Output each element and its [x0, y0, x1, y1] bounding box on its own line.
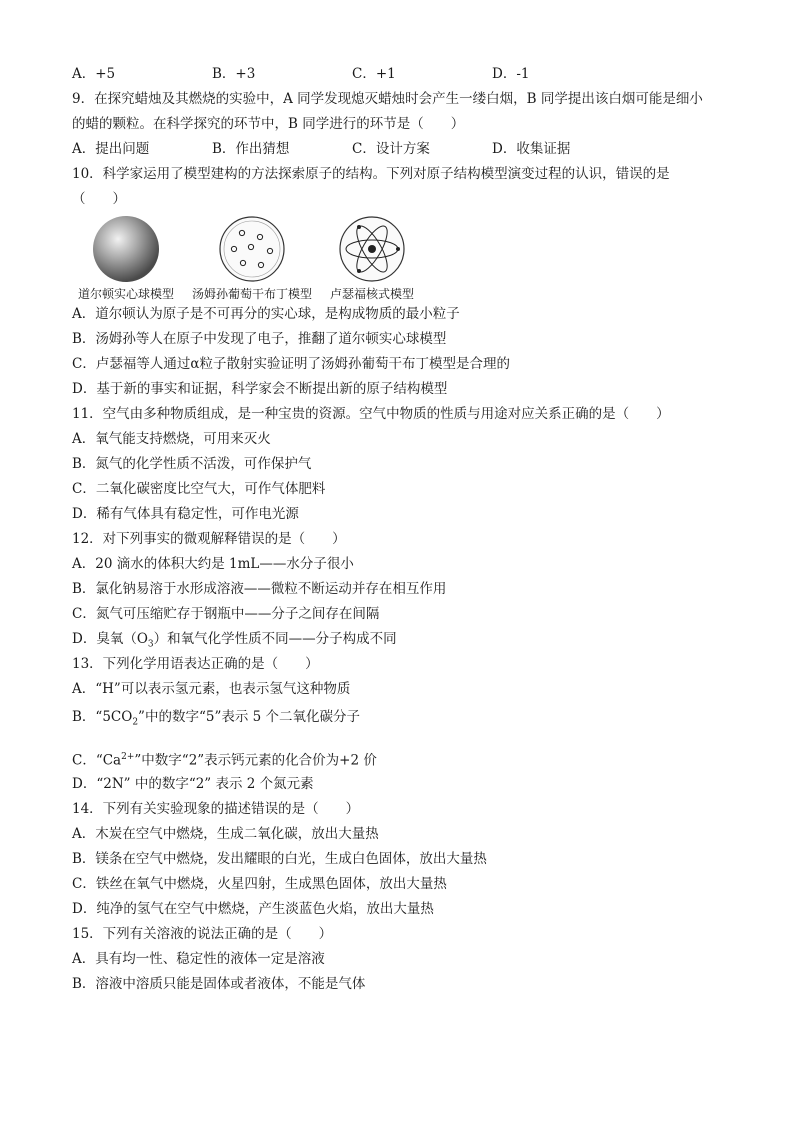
q10-stem-line1: 10．科学家运用了模型建构的方法探索原子的结构。下列对原子结构模型演变过程的认识，错误的是 [72, 166, 670, 182]
dalton-model [78, 213, 174, 302]
q15-stem: 15．下列有关溶液的说法正确的是（ ） [72, 926, 333, 942]
q9-stem-line2: 的蜡的颗粒。在科学探究的环节中，B 同学进行的环节是（ ） [72, 116, 465, 132]
q13-option-c-part2: ”中数字“2”表示钙元素的化合价为+2 价 [134, 752, 377, 769]
q12-stem: 12．对下列事实的微观解释错误的是（ ） [72, 531, 346, 547]
q15-option-b: B．溶液中溶质只能是固体或者液体，不能是气体 [72, 976, 366, 992]
q9-option-d: D．收集证据 [492, 141, 571, 157]
q13-option-c-part1: C．“Ca [72, 752, 122, 769]
q9-options [72, 137, 732, 162]
q10-option-a: A．道尔顿认为原子是不可再分的实心球，是构成物质的最小粒子 [72, 306, 460, 322]
q8-option-b: B．+3 [212, 66, 256, 82]
q13-option-c-superscript: 2+ [121, 752, 135, 762]
q13-option-b-part2: ”中的数字“5”表示 5 个二氧化碳分子 [138, 709, 361, 725]
q13-stem: 13．下列化学用语表达正确的是（ ） [72, 656, 319, 672]
q14-option-c: C．铁丝在氧气中燃烧，火星四射，生成黑色固体，放出大量热 [72, 876, 447, 892]
q13-option-b-part1: B．“5CO [72, 709, 133, 725]
thomson-model [192, 213, 312, 302]
q10-option-b: B．汤姆孙等人在原子中发现了电子，推翻了道尔顿实心球模型 [72, 331, 447, 347]
q14-stem: 14．下列有关实验现象的描述错误的是（ ） [72, 801, 360, 817]
q11-option-a: A．氧气能支持燃烧，可用来灭火 [72, 431, 271, 447]
q9-option-b: B．作出猜想 [212, 141, 290, 157]
q13-option-d: D．“2N” 中的数字“2” 表示 2 个氮元素 [72, 776, 314, 792]
q11-option-c: C．二氧化碳密度比空气大，可作气体肥料 [72, 481, 326, 497]
plum-pudding-illustration [212, 213, 292, 283]
q15-option-a: A．具有均一性、稳定性的液体一定是溶液 [72, 951, 325, 967]
q14-option-a: A．木炭在空气中燃烧，生成二氧化碳，放出大量热 [72, 826, 379, 842]
q13-option-c [72, 742, 732, 772]
q14-option-d: D．纯净的氢气在空气中燃烧，产生淡蓝色火焰，放出大量热 [72, 901, 434, 917]
q12-option-d-part2: ）和氧气化学性质不同——分子构成不同 [153, 631, 397, 647]
q10-stem-line2: （ ） [72, 191, 126, 207]
q14-option-b: B．镁条在空气中燃烧，发出耀眼的白光，生成白色固体，放出大量热 [72, 851, 487, 867]
q8-option-c: C．+1 [352, 66, 396, 82]
q12-option-d [72, 627, 732, 652]
solid-sphere-illustration [86, 213, 166, 283]
q13-option-b-subscript: 2 [132, 717, 139, 728]
q8-options [72, 62, 732, 87]
rutherford-model-caption: 卢瑟福核式模型 [330, 287, 415, 301]
q13-option-a: A．“H”可以表示氢元素，也表示氢气这种物质 [72, 681, 351, 697]
q9-option-a: A．提出问题 [72, 141, 150, 157]
q12-option-d-subscript: 3 [147, 639, 154, 650]
nuclear-model-illustration [332, 213, 412, 283]
q13-option-b [72, 702, 732, 732]
q9-stem-line1: 9．在探究蜡烛及其燃烧的实验中，A 同学发现熄灭蜡烛时会产生一缕白烟，B 同学提出该白烟可能是细小 [72, 91, 703, 107]
q12-option-c: C．氮气可压缩贮存于钢瓶中——分子之间存在间隔 [72, 606, 380, 622]
q10-option-d: D．基于新的事实和证据，科学家会不断提出新的原子结构模型 [72, 381, 448, 397]
q11-stem: 11．空气由多种物质组成，是一种宝贵的资源。空气中物质的性质与用途对应关系正确的是（ ） [72, 406, 670, 422]
rutherford-model [330, 213, 414, 302]
q12-option-b: B．氯化钠易溶于水形成溶液——微粒不断运动并存在相互作用 [72, 581, 447, 597]
q8-option-a: A．+5 [72, 66, 116, 82]
dalton-model-caption: 道尔顿实心球模型 [78, 287, 175, 301]
q11-option-b: B．氮气的化学性质不活泼，可作保护气 [72, 456, 312, 472]
exam-page [72, 62, 732, 997]
q9-option-c: C．设计方案 [352, 141, 430, 157]
q8-option-d: D．-1 [492, 66, 530, 82]
q12-option-d-part1: D．臭氧（O [72, 631, 148, 647]
q10-option-c: C．卢瑟福等人通过α粒子散射实验证明了汤姆孙葡萄干布丁模型是合理的 [72, 356, 510, 372]
q11-option-d: D．稀有气体具有稳定性，可作电光源 [72, 506, 299, 522]
thomson-model-caption: 汤姆孙葡萄干布丁模型 [192, 287, 313, 301]
q12-option-a: A．20 滴水的体积大约是 1mL——水分子很小 [72, 556, 354, 572]
atom-model-figure [78, 212, 732, 302]
